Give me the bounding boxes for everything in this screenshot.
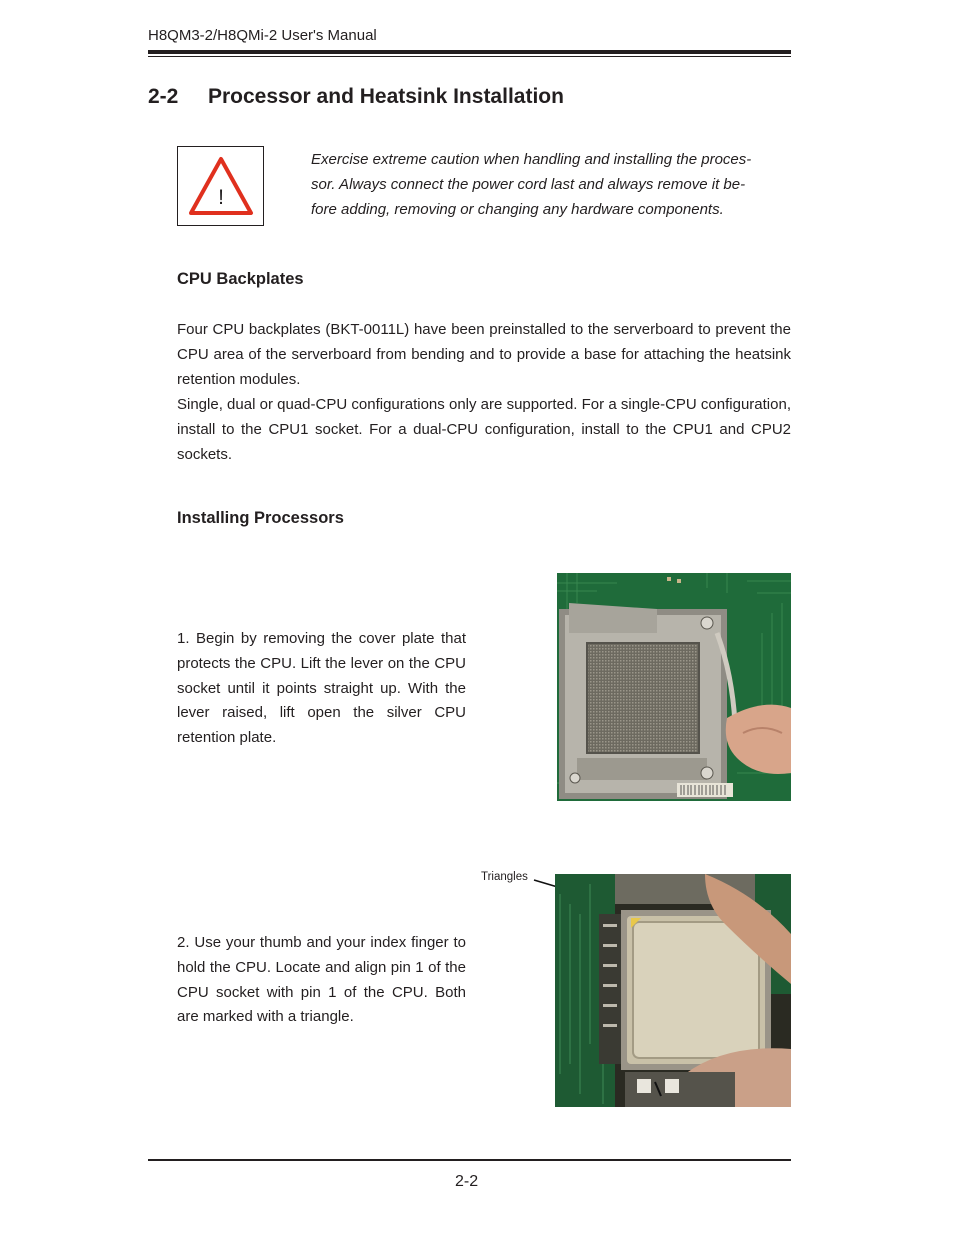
header-rule-thick [148, 50, 791, 54]
running-header: H8QM3-2/H8QMi-2 User's Manual [148, 27, 377, 44]
warning-triangle-icon [188, 155, 254, 217]
cpu-backplates-body [177, 317, 791, 467]
cpu-backplates-heading: CPU Backplates [177, 270, 304, 288]
step-2-text: 2. Use your thumb and your index finger to hold the CPU. Locate and align pin 1 of the CPU socket with pin 1 of the CPU. Both are marked with a triangle. [177, 934, 466, 1026]
warning-line-3: fore adding, removing or changing any hardware components. [311, 201, 724, 218]
section-title [148, 85, 564, 109]
cpu-socket-illustration [557, 573, 791, 801]
header-rule-thin [148, 56, 791, 57]
footer-rule [148, 1159, 791, 1161]
step-1-text: 1. Begin by removing the cover plate that protects the CPU. Lift the lever on the CPU socket until it points straight up. With the lever raised, lift open the silver CPU retention plate. [177, 630, 466, 747]
warning-box [177, 146, 264, 226]
cpu-backplates-para-2: Single, dual or quad-CPU configurations only are supported. For a single-CPU configuration, install to the CPU1 socket. For a dual-CPU configuration, install to the CPU1 and CPU2 sockets. [177, 396, 791, 463]
warning-text [311, 147, 791, 222]
warning-line-1: Exercise extreme caution when handling and installing the proces- [311, 151, 752, 168]
triangles-callout-label: Triangles [481, 871, 528, 883]
warning-symbol: ! [218, 186, 224, 209]
page-number: 2-2 [455, 1173, 479, 1190]
cpu-placement-illustration [555, 874, 791, 1107]
warning-line-2: sor. Always connect the power cord last and always remove it be- [311, 176, 746, 193]
cpu-socket-photo [557, 573, 791, 801]
section-title-text: Processor and Heatsink Installation [208, 85, 564, 108]
cpu-backplates-para-1: Four CPU backplates (BKT-0011L) have been preinstalled to the serverboard to prevent the CPU area of the serverboard from bending and to provide a base for attaching the heatsink retention modules. [177, 321, 791, 388]
cpu-placement-photo [555, 874, 791, 1107]
installing-processors-heading: Installing Processors [177, 509, 344, 527]
section-number: 2-2 [148, 85, 179, 108]
